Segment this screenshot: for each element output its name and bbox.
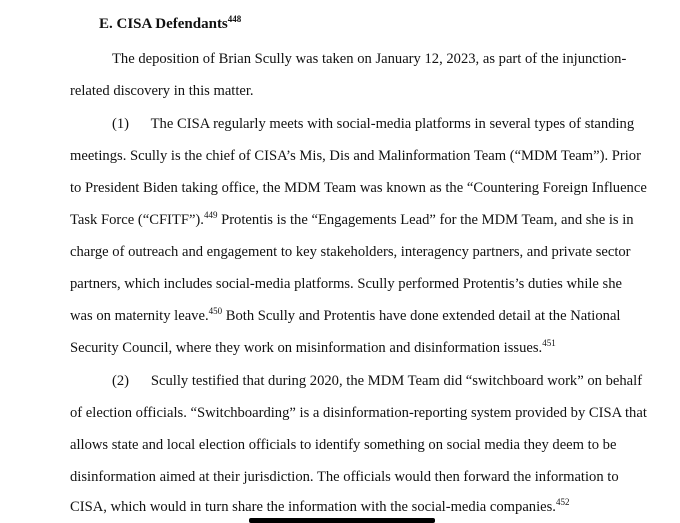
footnote-451[interactable]: 451 — [542, 338, 556, 348]
paragraph-1-line-8-text: Security Council, where they work on misinformation and disinformation issues. — [70, 340, 543, 356]
paragraph-1-line-7-text-b: Both Scully and Protentis have done extended detail at the National — [222, 308, 621, 324]
paragraph-2-line-3: allows state and local election officials to identify something on social media they deem to be — [70, 437, 617, 453]
paragraph-2-line-1: (2) Scully testified that during 2020, the MDM Team did “switchboard work” on behalf — [112, 373, 643, 389]
paragraph-2-line-2: of election officials. “Switchboarding” is a disinformation-reporting system provided by CISA that — [70, 405, 647, 421]
paragraph-1-line-4-text-b: Protentis is the “Engagements Lead” for the MDM Team, and she is in — [217, 212, 634, 228]
paragraph-1-line-7-text-a: was on maternity leave. — [70, 308, 209, 324]
footnote-448[interactable]: 448 — [227, 14, 242, 24]
paragraph-1-line-1: (1) The CISA regularly meets with social-media platforms in several types of standing — [112, 116, 635, 132]
paragraph-1-line-4 — [70, 210, 634, 230]
paragraph-1-line-6: partners, which includes social-media platforms. Scully performed Protentis’s duties while she — [70, 276, 623, 292]
paragraph-1-line-7 — [70, 306, 621, 326]
paragraph-intro-line-1: The deposition of Brian Scully was taken on January 12, 2023, as part of the injunction- — [112, 51, 627, 67]
section-heading — [99, 14, 241, 34]
paragraph-1-line-3: to President Biden taking office, the MDM Team was known as the “Countering Foreign Influence — [70, 180, 647, 196]
footnote-449[interactable]: 449 — [203, 210, 218, 220]
paragraph-1-line-8 — [70, 338, 614, 358]
home-indicator-bar[interactable] — [249, 518, 435, 523]
paragraph-2-line-4: disinformation aimed at their jurisdiction. The officials would then forward the information to — [70, 469, 619, 485]
section-heading-text: E. CISA Defendants — [99, 16, 228, 32]
footnote-450[interactable]: 450 — [208, 306, 223, 316]
paragraph-2-line-5-text: CISA, which would in turn share the information with the social-media companies. — [70, 499, 556, 515]
paragraph-1-line-5: charge of outreach and engagement to key stakeholders, interagency partners, and private sector — [70, 244, 631, 260]
paragraph-2-line-5 — [70, 497, 614, 517]
paragraph-intro-line-2: related discovery in this matter. — [70, 83, 254, 99]
footnote-452[interactable]: 452 — [555, 497, 570, 507]
paragraph-1-line-4-text-a: Task Force (“CFITF”). — [70, 212, 204, 228]
paragraph-1-line-2: meetings. Scully is the chief of CISA’s Mis, Dis and Malinformation Team (“MDM Team”). Prior — [70, 148, 641, 164]
